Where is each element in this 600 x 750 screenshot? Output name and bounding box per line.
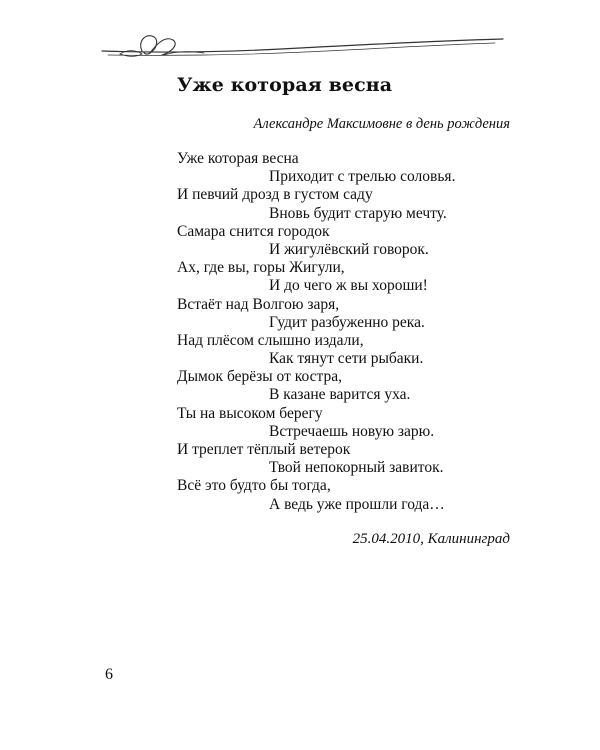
- poem-line: Ты на высоком берегу: [177, 404, 323, 422]
- poem-line: Над плёсом слышно издали,: [177, 331, 364, 349]
- poem-line: Как тянут сети рыбаки.: [269, 350, 424, 368]
- poem-line: Самара снится городок: [177, 222, 330, 240]
- dedication: Александре Максимовне в день рождения: [253, 116, 510, 132]
- poem-title: Уже которая весна: [177, 74, 393, 96]
- poem-line: Встречаешь новую зарю.: [269, 422, 435, 440]
- page-number: 6: [105, 666, 113, 683]
- poem-line: Твой непокорный завиток.: [269, 459, 444, 477]
- poem-line: В казане варится уха.: [269, 386, 411, 404]
- poem-line: Приходит с трелью соловья.: [269, 168, 456, 186]
- poem-line: Ах, где вы, горы Жигули,: [177, 259, 345, 277]
- poem-text: [177, 150, 497, 514]
- poem-line: Дымок берёзы от костра,: [177, 368, 342, 386]
- poem-line: Всё это будто бы тогда,: [177, 477, 331, 495]
- decorative-ornament-icon: [100, 28, 505, 68]
- poem-line: И певчий дрозд в густом саду: [177, 186, 373, 204]
- poem-line: И треплет тёплый ветерок: [177, 441, 351, 458]
- poem-line: Вновь будит старую мечту.: [269, 204, 447, 222]
- poem-line: Встаёт над Волгою заря,: [177, 295, 340, 313]
- date-location-signature: 25.04.2010, Калининград: [352, 531, 510, 547]
- poem-line: А ведь уже прошли года…: [269, 495, 445, 513]
- poem-line: Гудит разбуженно река.: [269, 313, 425, 331]
- poem-line: И жигулёвский говорок.: [269, 240, 429, 258]
- poem-line: И до чего ж вы хороши!: [269, 277, 428, 295]
- poem-line: Уже которая весна: [177, 150, 299, 167]
